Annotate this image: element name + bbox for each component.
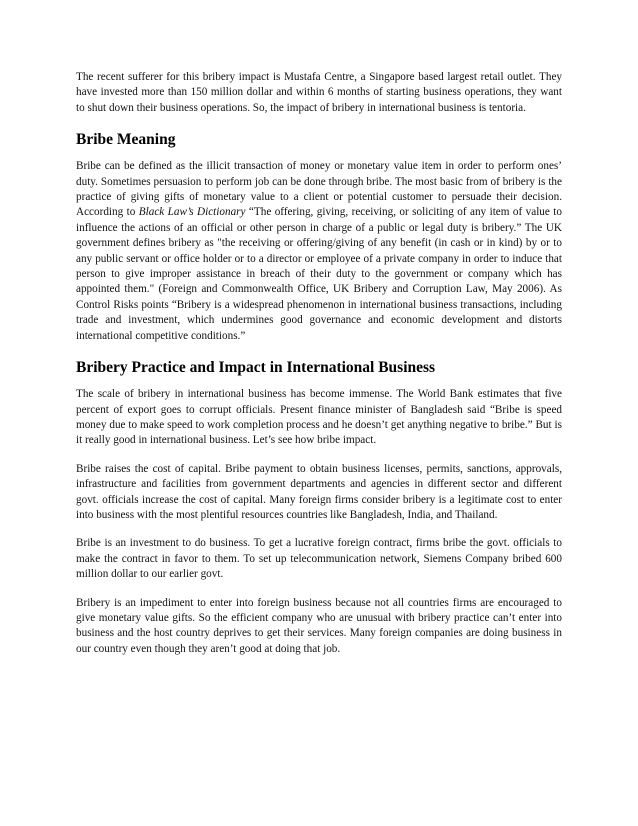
bribe-meaning-text-1: Bribe can be defined as the illicit transaction of money or monetary value item in order to perform ones’ duty. Sometimes persuasion to perform job can be done through bribe. The most basic from of bribery is the practice of giving gifts of monetary value to a client or potential customer to persuade their decision. According to [76,160,562,219]
body-paragraph: Bribery is an impediment to enter into foreign business because not all countries firms are encouraged to give monetary value gifts. So the efficient company who are unusual with bribery practice can’t enter into business and the host country deprives to get their services. Many foreign companies are doing business in our country even though they aren’t good at doing that job. [76,596,562,655]
bribe-meaning-paragraph [76,159,562,344]
body-paragraph: Bribe raises the cost of capital. Bribe payment to obtain business licenses, permits, sanctions, approvals, infrastructure and facilities from government departments and agencies in different sector and different govt. officials increase the cost of capital. Many foreign firms consider bribery is a legitimate cost to enter into business with the most plentiful resources countries like Bangladesh, India, and Thailand. [76,462,562,521]
body-paragraph: Bribe is an investment to do business. To get a lucrative foreign contract, firms bribe the govt. officials to make the contract in favor to them. To set up telecommunication network, Siemens Company bribed 600 million dollar to our earlier govt. [76,537,562,581]
document-page [76,70,562,657]
section-heading-bribe-meaning: Bribe Meaning [76,131,176,149]
body-paragraph: The scale of bribery in international business has become immense. The World Bank estimates that five percent of export goes to corrupt officials. Present finance minister of Bangladesh said “Bribe is speed money due to make speed to work completion process and he doesn’t get anything negative to bribe.” But is it really good in international business. Let’s see how bribe impact. [76,388,562,447]
bribe-meaning-text-2: “The offering, giving, receiving, or soliciting of any item of value to influence the actions of an official or other person in charge of a public or legal duty is bribery.” The UK government defines bribery as "the receiving or offering/giving of any benefit (in cash or in kind) by or to any public servant or office holder or to a director or employee of a private company in order to induce that person to give improper assistance in breach of their duty to the government or company which has appointed them." (Foreign and Commonwealth Office, UK Bribery and Corruption Law, May 2006). As Control Risks points “Bribery is a widespread phenomenon in international business transactions, including trade and investment, which undermines good governance and economic development and distorts international competitive conditions.” [76,206,562,342]
section-heading-bribery-practice: Bribery Practice and Impact in International Business [76,359,436,377]
dictionary-title: Black Law’s Dictionary [138,206,246,219]
intro-paragraph: The recent sufferer for this bribery impact is Mustafa Centre, a Singapore based largest retail outlet. They have invested more than 150 million dollar and within 6 months of starting business operations, they want to shut down their business operations. So, the impact of bribery in international business is tentoria. [76,71,562,114]
